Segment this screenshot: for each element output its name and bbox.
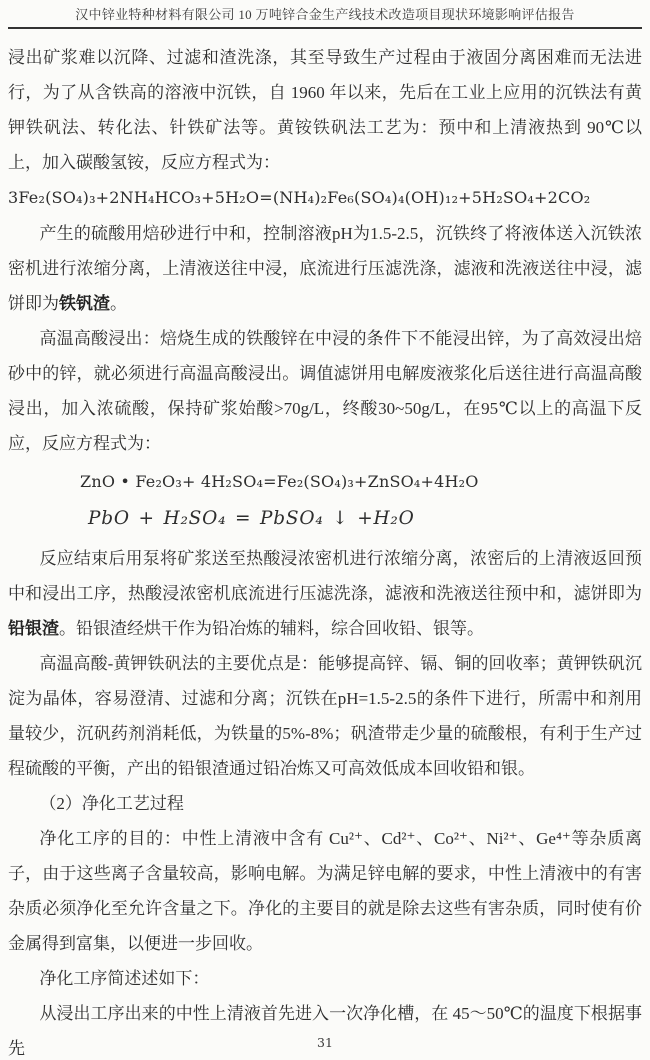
formula-lead-sulfate-reaction: PbO + H₂SO₄ = PbSO₄ ↓ +H₂O bbox=[88, 508, 415, 529]
paragraph-lead-silver-slag bbox=[8, 541, 642, 646]
page-number: 31 bbox=[317, 1035, 333, 1050]
paragraph-purification-step: 从浸出工序出来的中性上清液首先进入一次净化槽，在 45～50℃的温度下根据事先 bbox=[8, 1004, 642, 1058]
paragraph-text: 。 bbox=[110, 294, 127, 313]
page-footer bbox=[0, 1034, 650, 1052]
report-title: 汉中锌业特种材料有限公司 10 万吨锌合金生产线技术改造项目现状环境影响评估报告 bbox=[75, 7, 575, 22]
paragraph-purification-intro: 净化工序简述述如下： bbox=[39, 969, 210, 988]
formula-ammonium-jarosite-reaction: 3Fe₂(SO₄)₃+2NH₄HCO₃+5H₂O=(NH₄)₂Fe₆(SO₄)₄(OH)₁₂+5H₂SO₄+2CO₂ bbox=[8, 188, 591, 207]
paragraph-process-advantages: 高温高酸-黄钾铁矾法的主要优点是：能够提高锌、镉、铜的回收率；黄钾铁矾沉淀为晶体，容易澄清、过滤和分离；沉铁在pH=1.5-2.5的条件下进行，所需中和剂用量较少，沉矾药剂消耗低，为铁量的5%-8%；矾渣带走少量的硫酸根，有利于生产过程硫酸的平衡，产出的铅银渣通过铅冶炼又可高效低成本回收铅和银。 bbox=[8, 654, 642, 778]
paragraph-leaching-continuation: 浸出矿浆难以沉降、过滤和渣洗涤，其至导致生产过程由于液固分离困难而无法进行，为了从含铁高的溶液中沉铁，自 1960 年以来，先后在工业上应用的沉铁法有黄钾铁矾法、转化法、针铁矿法等。黄铵铁矾法工艺为：预中和上清液热到 90℃以上，加入碳酸氢铵，反应方程式为： bbox=[8, 48, 642, 172]
paragraph-purification-purpose: 净化工序的目的：中性上清液中含有 Cu²⁺、Cd²⁺、Co²⁺、Ni²⁺、Ge⁴⁺等杂质离子，由于这些离子含量较高，影响电解。为满足锌电解的要求，中性上清液中的有害杂质必须净化至允许含量之下。净化的主要目的就是除去这些有害杂质，同时使有价金属得到富集，以便进一步回收。 bbox=[8, 829, 642, 953]
paragraph-text: 反应结束后用泵将矿浆送至热酸浸浓密机进行浓缩分离，浓密后的上清液返回预中和浸出工序，热酸浸浓密机底流进行压滤洗涤，滤液和洗液送往预中和，滤饼即为 bbox=[8, 549, 642, 603]
bold-term-lead-silver-slag: 铅银渣 bbox=[8, 619, 59, 638]
paragraph-text: 产生的硫酸用焙砂进行中和，控制溶液pH为1.5-2.5，沉铁终了将液体送入沉铁浓密机进行浓缩分离，上清液送往中浸，底流进行压滤洗涤，滤液和洗液送往中浸，滤饼即为 bbox=[8, 224, 642, 313]
paragraph-hot-acid-leaching: 高温高酸浸出：焙烧生成的铁酸锌在中浸的条件下不能浸出锌，为了高效浸出焙砂中的锌，就必须进行高温高酸浸出。调值滤饼用电解废液浆化后送往进行高温高酸浸出，加入浓硫酸，保持矿浆始酸>70g/L，终酸30~50g/L，在95℃以上的高温下反应，反应方程式为： bbox=[8, 329, 642, 453]
heading-purification-process: （2）净化工艺过程 bbox=[39, 794, 184, 813]
document-body bbox=[8, 29, 642, 1060]
page-header bbox=[8, 6, 642, 29]
paragraph-iron-precipitation bbox=[8, 216, 642, 321]
formula-zinc-ferrite-reaction: ZnO • Fe₂O₃+ 4H₂SO₄=Fe₂(SO₄)₃+ZnSO₄+4H₂O bbox=[80, 472, 479, 491]
bold-term-iron-vanadium-slag: 铁钒渣 bbox=[59, 294, 110, 313]
paragraph-text: 。铅银渣经烘干作为铅冶炼的辅料，综合回收铅、银等。 bbox=[59, 619, 484, 638]
